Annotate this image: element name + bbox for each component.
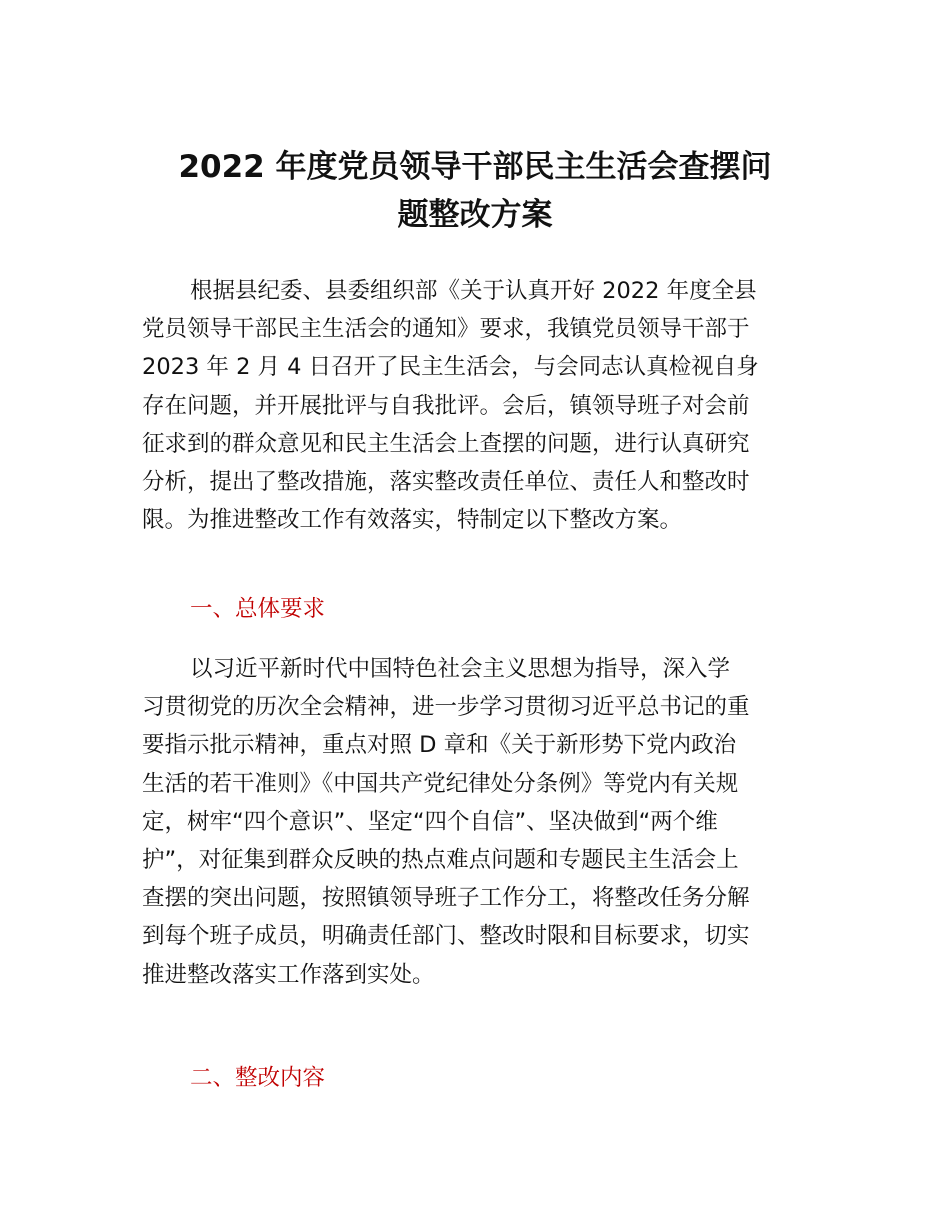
title-line: 2022 年度党员领导干部民主生活会查摆问 xyxy=(178,149,772,185)
paragraph-line: 根据县纪委、县委组织部《关于认真开好 2022 年度全县 xyxy=(190,278,757,304)
document-title xyxy=(120,143,830,239)
paragraph-line: 党员领导干部民主生活会的通知》要求，我镇党员领导干部于 xyxy=(142,316,750,343)
paragraph-line: 生活的若干准则》《中国共产党纪律处分条例》等党内有关规 xyxy=(142,770,739,797)
general-requirements-paragraph xyxy=(142,650,822,994)
section-heading-general-requirements: 一、总体要求 xyxy=(190,596,326,622)
paragraph-line: 限。为推进整改工作有效落实，特制定以下整改方案。 xyxy=(142,507,683,534)
paragraph-line: 推进整改落实工作落到实处。 xyxy=(142,961,435,988)
paragraph-line: 分析，提出了整改措施，落实整改责任单位、责任人和整改时 xyxy=(142,469,750,496)
paragraph-line: 存在问题，并开展批评与自我批评。会后，镇领导班子对会前 xyxy=(142,392,750,419)
intro-paragraph xyxy=(142,272,822,539)
paragraph-line: 2023 年 2 月 4 日召开了民主生活会，与会同志认真检视自身 xyxy=(142,354,759,381)
paragraph-line: 护”，对征集到群众反映的热点难点问题和专题民主生活会上 xyxy=(142,847,739,874)
paragraph-line: 习贯彻党的历次全会精神，进一步学习贯彻习近平总书记的重 xyxy=(142,694,750,721)
section-heading-rectification-content: 二、整改内容 xyxy=(190,1065,326,1091)
paragraph-line: 定，树牢“四个意识”、坚定“四个自信”、坚决做到“两个维 xyxy=(142,808,718,835)
paragraph-line: 到每个班子成员，明确责任部门、整改时限和目标要求，切实 xyxy=(142,923,750,950)
title-line: 题整改方案 xyxy=(397,197,553,233)
paragraph-line: 征求到的群众意见和民主生活会上查摆的问题，进行认真研究 xyxy=(142,430,750,457)
paragraph-line: 查摆的突出问题，按照镇领导班子工作分工，将整改任务分解 xyxy=(142,885,750,912)
paragraph-line: 要指示批示精神，重点对照 D 章和《关于新形势下党内政治 xyxy=(142,732,737,759)
paragraph-line: 以习近平新时代中国特色社会主义思想为指导，深入学 xyxy=(190,656,731,682)
